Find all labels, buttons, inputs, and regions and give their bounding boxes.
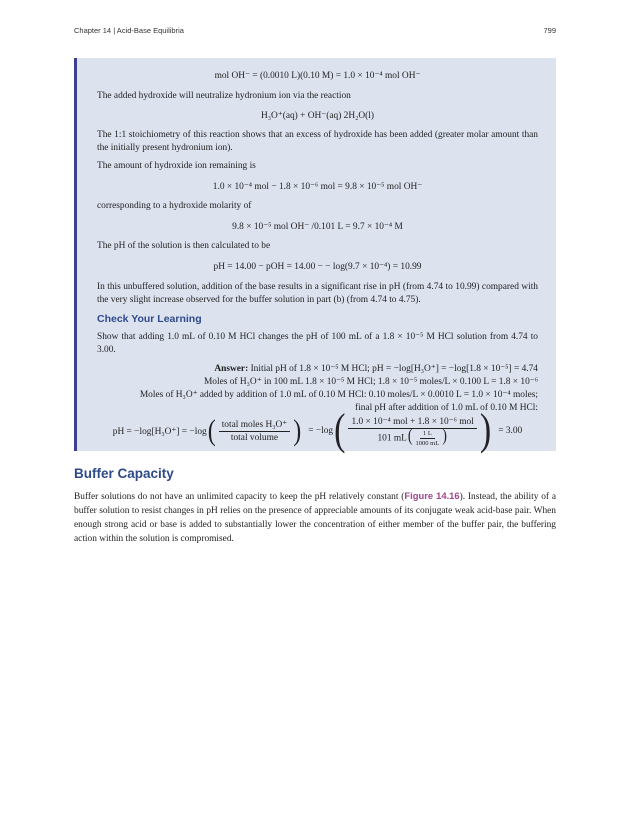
fraction-total <box>219 419 291 443</box>
check-question: Show that adding 1.0 mL of 0.10 M HCl changes the pH of 100 mL of a 1.8 × 10⁻⁵ M HCl solution from 4.74 to 3.00. <box>97 332 538 355</box>
eq-remaining: 1.0 × 10⁻⁴ mol − 1.8 × 10⁻⁶ mol = 9.8 × 10⁻⁵ mol OH⁻ <box>212 182 423 192</box>
answer-line-3: Moles of H₃O⁺ added by addition of 1.0 mL of 0.10 M HCl: 0.10 moles/L × 0.0010 L = 1.0 × 10⁻⁴ moles; <box>139 390 538 400</box>
eq-ph: pH = 14.00 − pOH = 14.00 − − log(9.7 × 10⁻⁴) = 10.99 <box>213 262 422 272</box>
para-neutralize: The added hydroxide will neutralize hydronium ion via the reaction <box>97 91 351 101</box>
left-paren: ( <box>207 414 216 448</box>
final-result: = 3.00 <box>498 426 523 436</box>
chapter-header: Chapter 14 | Acid-Base Equilibria <box>74 26 184 35</box>
fraction-total-numerator: total moles H₃O⁺ <box>219 419 291 432</box>
section-paragraph <box>74 489 556 546</box>
fraction-values-numerator: 1.0 × 10⁻⁴ mol + 1.8 × 10⁻⁶ mol <box>348 416 476 429</box>
final-mid: = −log <box>308 426 334 436</box>
fraction-values-denominator: 101 mL( $\frac{1 L}{1000 mL}$ ) <box>377 427 447 447</box>
figure-link[interactable]: Figure 14.16 <box>404 490 460 501</box>
answer-line-2: Moles of H₃O⁺ in 100 mL 1.8 × 10⁻⁵ M HCl; 1.8 × 10⁻⁵ moles/L × 0.100 L = 1.8 × 10⁻⁶ <box>203 377 538 387</box>
para-ph: The pH of the solution is then calculated to be <box>97 241 271 251</box>
eq-molarity: 9.8 × 10⁻⁵ mol OH⁻ /0.101 L = 9.7 × 10⁻⁴ M <box>232 222 403 232</box>
answer-line-4: final pH after addition of 1.0 mL of 0.10 M HCl: <box>355 403 538 413</box>
para-amount: The amount of hydroxide ion remaining is <box>97 161 256 171</box>
right-paren: ) <box>293 414 302 448</box>
answer-label: Answer: <box>214 364 249 374</box>
conversion-numerator: 1 L <box>420 430 435 439</box>
final-lhs: pH = −log[H₃O⁺] = −log <box>112 426 207 437</box>
left-paren-big: ( <box>334 406 346 455</box>
fraction-total-denominator: total volume <box>230 433 279 443</box>
answer-text-1: Initial pH of 1.8 × 10⁻⁵ M HCl; pH = −log[H₃O⁺] = −log[1.8 × 10⁻⁵] = 4.74 <box>250 364 538 374</box>
para-stoichiometry: The 1:1 stoichiometry of this reaction shows that an excess of hydroxide has been added (greater molar amount than the initially present hydronium ion). <box>97 130 538 153</box>
check-your-learning-heading: Check Your Learning <box>97 313 202 325</box>
page-number: 799 <box>543 26 556 35</box>
eq-reaction: H₃O⁺(aq) + OH⁻(aq) 2H₂O(l) <box>260 111 375 121</box>
example-box <box>74 58 556 455</box>
section-title: Buffer Capacity <box>74 466 174 481</box>
conversion-denominator: 1000 mL <box>415 439 440 447</box>
section-para-end: ). Instead, the ability of a buffer solution to resist changes in pH relies on the presence of appreciable amounts of its conjugate weak acid-base pair. When enough strong acid or base is added to substantially lower the concentration of either member of the buffer pair, the buffering action within the solution is compromised. <box>74 492 557 544</box>
right-paren-big: ) <box>479 406 492 455</box>
conversion-fraction <box>416 430 440 447</box>
para-unbuffered: In this unbuffered solution, addition of the base results in a significant rise in pH (from 4.74 to 10.99) compared with the very slight increase observed for the buffer solution in part (b) (from 4.74 to 4.75). <box>97 282 538 305</box>
answer-line-1 <box>97 363 538 376</box>
para-molarity: corresponding to a hydroxide molarity of <box>97 201 252 211</box>
volume-ml: 101 mL <box>377 433 407 444</box>
fraction-values <box>348 416 476 447</box>
section-para-start: Buffer solutions do not have an unlimited capacity to keep the pH relatively constant ( <box>74 492 405 502</box>
eq-mol-oh: mol OH⁻ = (0.0010 L)(0.10 M) = 1.0 × 10⁻⁴ mol OH⁻ <box>214 71 421 81</box>
